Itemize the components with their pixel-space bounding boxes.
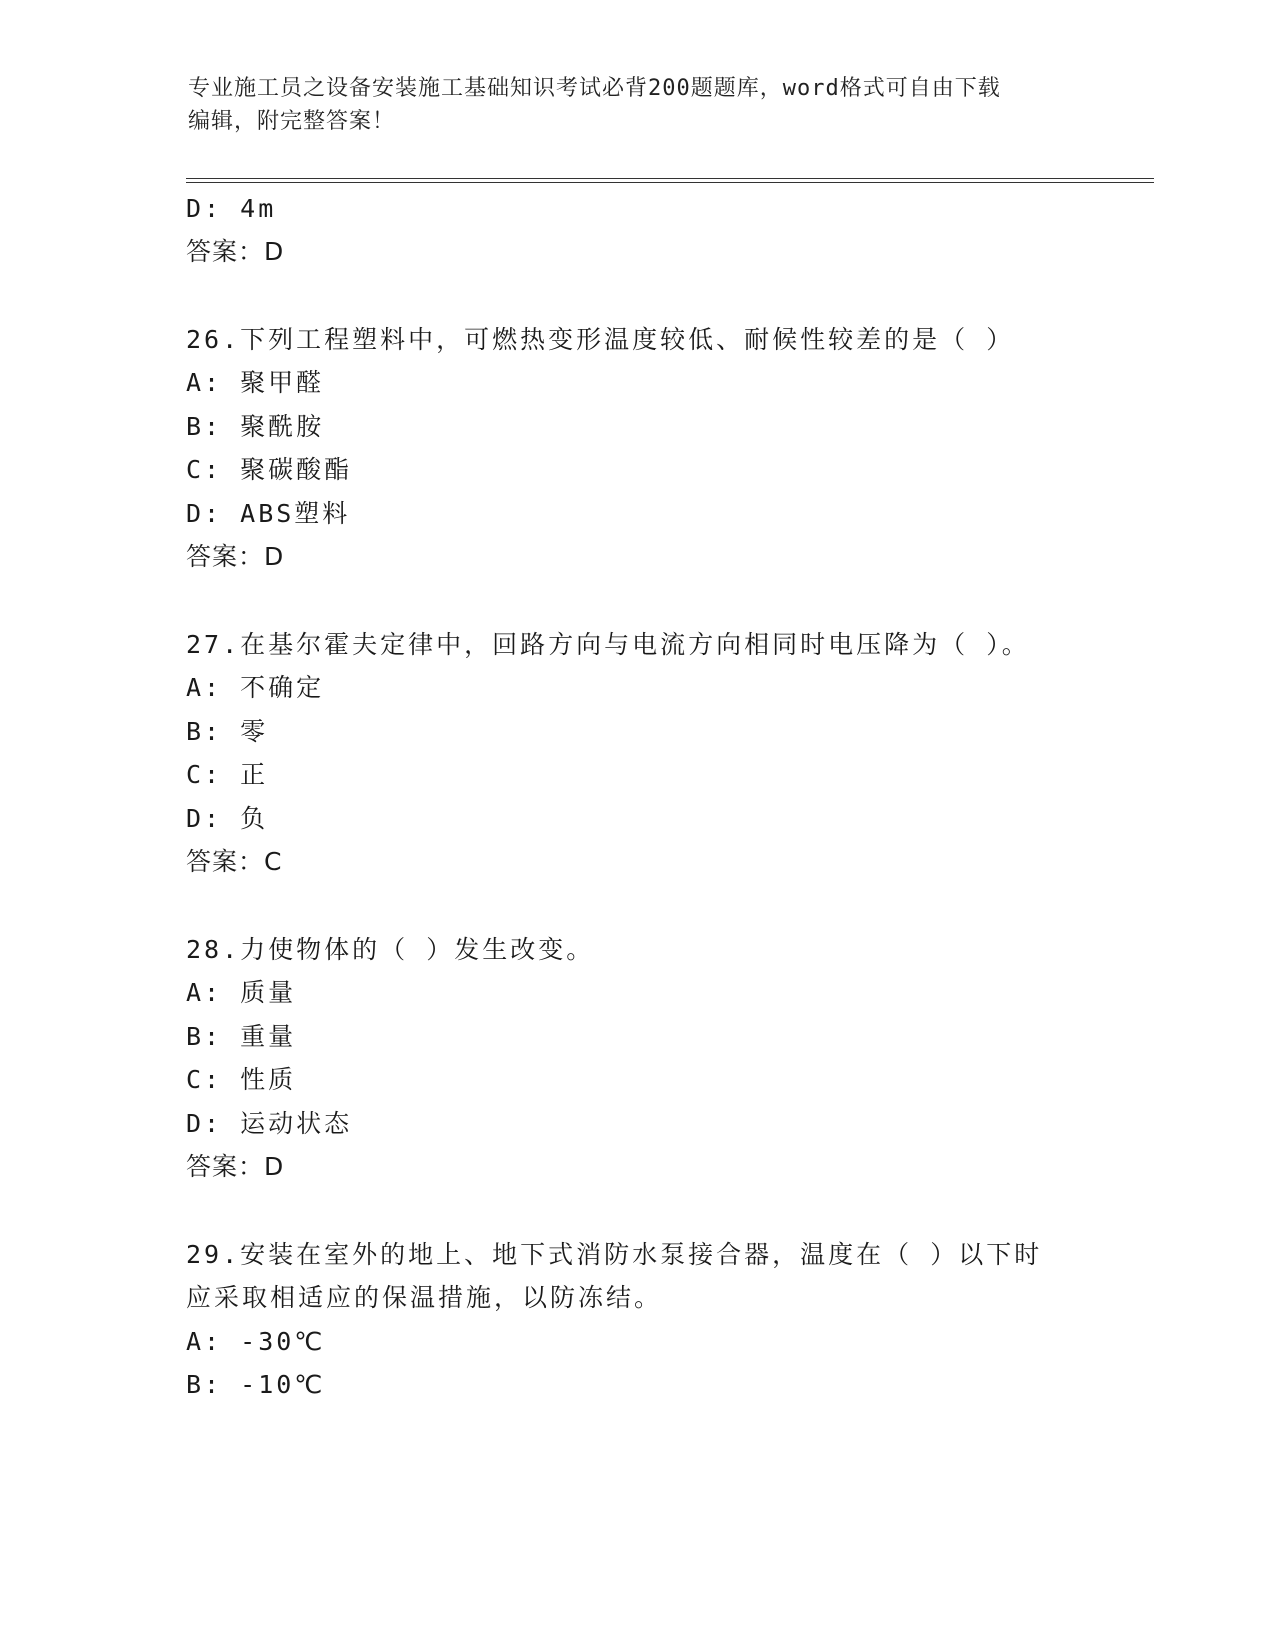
- q25-answer: 答案：D: [186, 237, 285, 266]
- q26-stem: 26.下列工程塑料中，可燃热变形温度较低、耐候性较差的是（ ）: [186, 325, 1015, 354]
- q28-option-a: A: 质量: [186, 978, 297, 1007]
- q28-answer: 答案：D: [186, 1152, 285, 1181]
- q25-option-d: D: 4m: [186, 194, 277, 223]
- q26-answer: 答案：D: [186, 542, 285, 571]
- q27-option-d: D: 负: [186, 804, 269, 833]
- q26-option-c: C: 聚碳酸酯: [186, 455, 353, 484]
- q26-option-d: D: ABS塑料: [186, 499, 351, 528]
- header-divider-bottom: [186, 182, 1154, 183]
- document-header: [188, 72, 1068, 138]
- q26-option-b: B: 聚酰胺: [186, 412, 325, 441]
- header-title-line-1: 专业施工员之设备安装施工基础知识考试必背200题题库，word格式可自由下载: [188, 76, 1001, 101]
- q28-option-c: C: 性质: [186, 1065, 297, 1094]
- q27-stem: 27.在基尔霍夫定律中，回路方向与电流方向相同时电压降为（ ）。: [186, 630, 1030, 659]
- q29-option-a: A: -30℃: [186, 1327, 326, 1356]
- q26-option-a: A: 聚甲醛: [186, 368, 325, 397]
- q29-stem-line-2: 应采取相适应的保温措施，以防冻结。: [186, 1283, 663, 1312]
- q29-option-b: B: -10℃: [186, 1370, 326, 1399]
- q27-answer: 答案：C: [186, 847, 283, 876]
- header-title-line-2: 编辑，附完整答案！: [188, 109, 396, 134]
- q28-option-d: D: 运动状态: [186, 1109, 353, 1138]
- q27-option-c: C: 正: [186, 760, 269, 789]
- q27-option-b: B: 零: [186, 717, 269, 746]
- q28-option-b: B: 重量: [186, 1022, 297, 1051]
- header-divider-top: [186, 178, 1154, 179]
- q27-option-a: A: 不确定: [186, 673, 325, 702]
- q28-stem: 28.力使物体的（ ）发生改变。: [186, 935, 595, 964]
- q29-stem-line-1: 29.安装在室外的地上、地下式消防水泵接合器，温度在（ ）以下时: [186, 1240, 1043, 1269]
